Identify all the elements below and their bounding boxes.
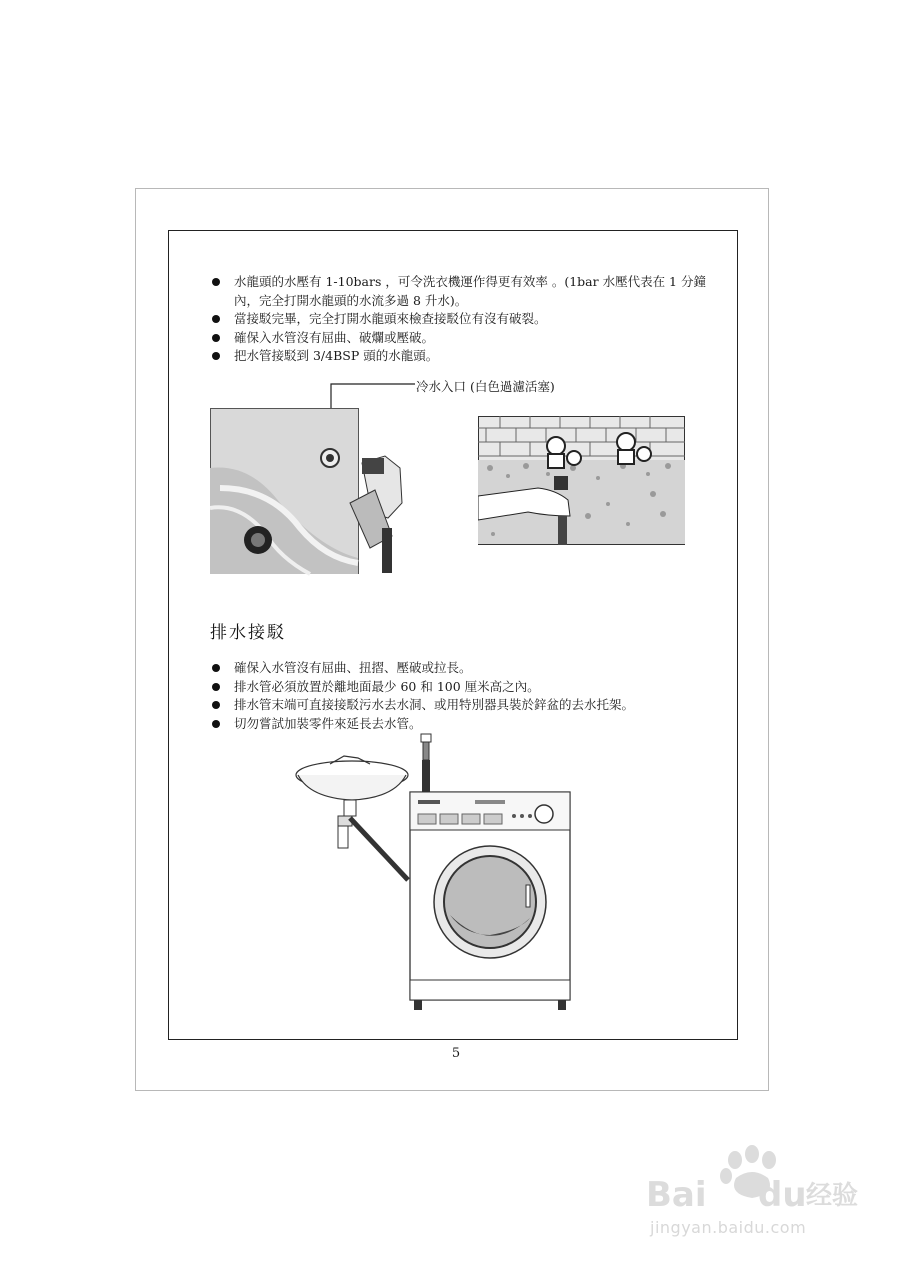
drain-installation-illustration bbox=[290, 730, 590, 1015]
drain-connection-heading: 排水接駁 bbox=[210, 623, 286, 643]
page-number: 5 bbox=[451, 1046, 461, 1061]
inlet-instructions-list bbox=[208, 273, 728, 366]
svg-text:经验: 经验 bbox=[806, 1181, 859, 1211]
drain-instructions-list bbox=[208, 659, 728, 733]
list-item: 當接駁完畢，完全打開水龍頭來檢查接駁位有沒有破裂。 bbox=[208, 310, 728, 329]
list-item: 確保入水管沒有屈曲、扭摺、壓破或拉長。 bbox=[208, 659, 728, 678]
list-item: 把水管接駁到 3/4BSP 頭的水龍頭。 bbox=[208, 347, 728, 366]
list-item: 切勿嘗試加裝零件來延長去水管。 bbox=[208, 715, 728, 734]
svg-text:Bai: Bai bbox=[646, 1175, 707, 1215]
list-item: 水龍頭的水壓有 1-10bars ，可令洗衣機運作得更有效率 。(1bar 水壓代表在 1 分鐘內，完全打開水龍頭的水流多過 8 升水)。 bbox=[208, 273, 728, 310]
tap-connection-photo bbox=[478, 416, 686, 546]
watermark-site-text: jingyan.baidu.com bbox=[650, 1218, 807, 1237]
list-item: 排水管必須放置於離地面最少 60 和 100 厘米高之內。 bbox=[208, 678, 728, 697]
machine-back-inlet-photo bbox=[210, 408, 410, 576]
list-item: 確保入水管沒有屈曲、破爛或壓破。 bbox=[208, 329, 728, 348]
cold-water-inlet-label: 冷水入口 (白色過濾活塞) bbox=[416, 379, 555, 394]
svg-text:du: du bbox=[758, 1175, 807, 1215]
list-item: 排水管末端可直接接駁污水去水洞、或用特別器具裝於鋅盆的去水托架。 bbox=[208, 696, 728, 715]
baidu-watermark-logo bbox=[640, 1140, 870, 1270]
